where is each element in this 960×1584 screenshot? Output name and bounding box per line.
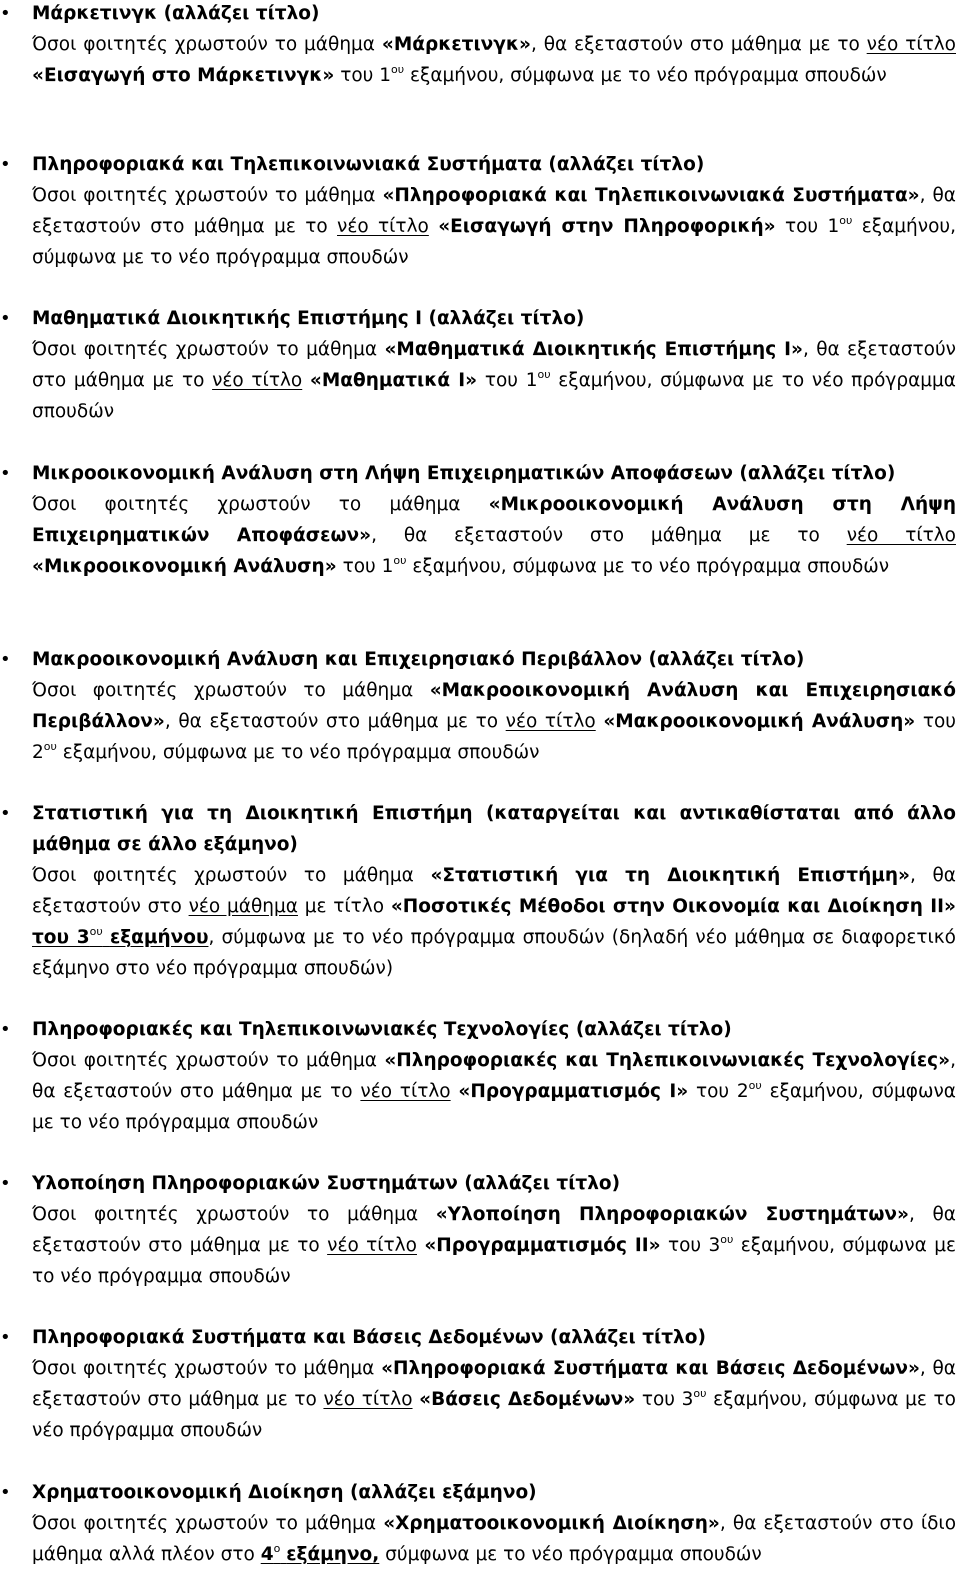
new-course-title: «Προγραμματισμός Ι»	[458, 1081, 689, 1102]
new-course-title: «Προγραμματισμός ΙΙ»	[424, 1235, 661, 1256]
new-course-title: «Βάσεις Δεδομένων»	[419, 1389, 636, 1410]
semester-number: 2	[736, 1081, 749, 1102]
item-text	[32, 0, 956, 91]
old-course-title: «Μακροοικονομική Ανάλυση και Επιχειρησιακό Περιβάλλον»	[32, 680, 957, 732]
old-course-title: «Χρηματοοικονομική Διοίκηση»	[383, 1513, 720, 1534]
new-title-label: νέο τίτλο	[505, 711, 596, 732]
bullet-icon: •	[0, 1173, 11, 1194]
lead-text: Όσοι φοιτητές χρωστούν το μάθημα	[32, 185, 376, 206]
new-course-title: «Μικροοικονομική Ανάλυση»	[32, 556, 337, 577]
item-heading: Μάρκετινγκ (αλλάζει τίτλο)	[32, 3, 320, 24]
old-course-title: «Μάρκετινγκ»	[381, 34, 531, 55]
bullet-icon: •	[0, 803, 11, 824]
item-heading: Πληροφοριακές και Τηλεπικοινωνιακές Τεχνολογίες (αλλάζει τίτλο)	[32, 1019, 732, 1040]
ordinal-suffix: ου	[89, 925, 103, 938]
semester-number: 1	[379, 65, 392, 86]
ordinal-suffix: ου	[391, 63, 405, 76]
item-text	[32, 1014, 956, 1138]
item-heading: Στατιστική για τη Διοικητική Επιστήμη (καταργείται και αντικαθίσταται από άλλο μάθημα σε άλλο εξάμηνο)	[32, 803, 956, 855]
item-heading: Μακροοικονομική Ανάλυση και Επιχειρησιακό Περιβάλλον (αλλάζει τίτλο)	[32, 649, 805, 670]
item-text	[32, 644, 956, 768]
old-course-title: «Υλοποίηση Πληροφοριακών Συστημάτων»	[435, 1204, 909, 1225]
list-item	[0, 1322, 956, 1446]
ordinal-suffix: ου	[839, 214, 853, 227]
ordinal-suffix: ο	[273, 1542, 281, 1555]
examined-text: , θα εξεταστούν στο μάθημα με το	[32, 1050, 956, 1102]
bullet-icon: •	[0, 3, 11, 24]
semester-tail: εξαμήνου, σύμφωνα με το νέο πρόγραμμα σπουδών	[32, 1389, 956, 1441]
item-heading: Πληροφοριακά και Τηλεπικοινωνιακά Συστήματα (αλλάζει τίτλο)	[32, 154, 705, 175]
new-title-label: νέο τίτλο	[323, 1389, 413, 1410]
lead-text: Όσοι φοιτητές χρωστούν το μάθημα	[32, 680, 414, 701]
new-course-title: «Μακροοικονομική Ανάλυση»	[603, 711, 916, 732]
examined-text: , θα εξεταστούν στο μάθημα με το	[32, 1358, 957, 1410]
new-title-label: νέο τίτλο	[337, 216, 429, 237]
examined-text: , θα εξεταστούν στο μάθημα με το	[530, 34, 860, 55]
semester-number: 3	[681, 1389, 694, 1410]
examined-text: , θα εξεταστούν στο	[32, 865, 956, 917]
new-course-label: νέο μάθημα	[188, 896, 298, 917]
bullet-icon: •	[0, 649, 11, 670]
ordinal-suffix: ου	[748, 1079, 762, 1092]
item-text	[32, 149, 956, 273]
new-title-label: νέο τίτλο	[846, 525, 956, 546]
semester-tail: εξαμήνου, σύμφωνα με το νέο πρόγραμμα σπουδών	[32, 370, 957, 422]
list-item	[0, 458, 956, 582]
old-course-title: «Πληροφοριακές και Τηλεπικοινωνιακές Τεχνολογίες»	[384, 1050, 951, 1071]
lead-text: Όσοι φοιτητές χρωστούν το μάθημα	[32, 494, 461, 515]
semester-reference	[32, 927, 208, 948]
new-title-label: νέο τίτλο	[212, 370, 303, 391]
semester-tail: εξαμήνου, σύμφωνα με το νέο πρόγραμμα σπουδών	[32, 1235, 956, 1287]
bullet-icon: •	[0, 1019, 11, 1040]
bullet-icon: •	[0, 1482, 11, 1503]
list-item	[0, 303, 956, 427]
ordinal-suffix: ου	[43, 740, 57, 753]
semester-tail: εξαμήνου, σύμφωνα με το νέο πρόγραμμα σπουδών	[412, 556, 890, 577]
of-text: του	[667, 1235, 702, 1256]
item-heading: Υλοποίηση Πληροφοριακών Συστημάτων (αλλάζει τίτλο)	[32, 1173, 621, 1194]
semester-word: εξάμηνο,	[286, 1544, 380, 1565]
old-course-title: «Μαθηματικά Διοικητικής Επιστήμης Ι»	[384, 339, 803, 360]
lead-text: Όσοι φοιτητές χρωστούν το μάθημα	[32, 1204, 419, 1225]
semester-prefix: του 3	[32, 927, 90, 948]
old-course-title: «Στατιστική για τη Διοικητική Επιστήμη»	[430, 865, 911, 886]
new-title-label: νέο τίτλο	[866, 34, 956, 55]
item-text	[32, 458, 956, 582]
examined-text: , θα εξεταστούν στο μάθημα με το	[371, 525, 820, 546]
lead-text: Όσοι φοιτητές χρωστούν το μάθημα	[32, 865, 414, 886]
new-title-label: νέο τίτλο	[327, 1235, 417, 1256]
with-title-text: με τίτλο	[304, 896, 385, 917]
of-text: του	[784, 216, 819, 237]
semester-tail: εξαμήνου, σύμφωνα με το νέο πρόγραμμα σπουδών	[410, 65, 887, 86]
lead-text: Όσοι φοιτητές χρωστούν το μάθημα	[32, 1358, 375, 1379]
old-course-title: «Μικροοικονομική Ανάλυση στη Λήψη Επιχειρηματικών Αποφάσεων»	[32, 494, 956, 546]
of-text: του	[641, 1389, 675, 1410]
item-heading: Μαθηματικά Διοικητικής Επιστήμης Ι (αλλάζει τίτλο)	[32, 308, 585, 329]
item-text	[32, 798, 956, 984]
semester-tail: εξαμήνου, σύμφωνα με το νέο πρόγραμμα σπουδών	[62, 742, 540, 763]
old-course-title: «Πληροφοριακά και Τηλεπικοινωνιακά Συστήματα»	[382, 185, 920, 206]
semester-word: εξαμήνου	[109, 927, 209, 948]
lead-text: Όσοι φοιτητές χρωστούν το μάθημα	[32, 1513, 377, 1534]
examined-text: , θα εξεταστούν στο μάθημα με το	[32, 339, 956, 391]
semester-number: 3	[708, 1235, 721, 1256]
same-course-text: , θα εξεταστούν στο ίδιο μάθημα αλλά πλέον στο	[32, 1513, 957, 1565]
semester-number: 1	[827, 216, 840, 237]
list-item	[0, 1168, 956, 1292]
item-heading: Μικροοικονομική Ανάλυση στη Λήψη Επιχειρηματικών Αποφάσεων (αλλάζει τίτλο)	[32, 463, 896, 484]
item-tail: σύμφωνα με το νέο πρόγραμμα σπουδών	[385, 1544, 762, 1565]
lead-text: Όσοι φοιτητές χρωστούν το μάθημα	[32, 339, 378, 360]
list-item	[0, 149, 956, 273]
new-course-title: «Ποσοτικές Μέθοδοι στην Οικονομία και Διοίκηση ΙΙ»	[390, 896, 956, 917]
item-text	[32, 1168, 956, 1292]
semester-reference	[261, 1544, 380, 1565]
of-text: του	[695, 1081, 730, 1102]
ordinal-suffix: ου	[393, 554, 407, 567]
semester-number: 4	[260, 1544, 274, 1565]
list-item	[0, 798, 956, 984]
list-item	[0, 1477, 956, 1570]
item-text	[32, 303, 956, 427]
new-course-title: «Εισαγωγή στην Πληροφορική»	[438, 216, 776, 237]
list-item	[0, 0, 956, 91]
new-course-title: «Μαθηματικά Ι»	[309, 370, 478, 391]
ordinal-suffix: ου	[693, 1387, 707, 1400]
item-heading: Χρηματοοικονομική Διοίκηση (αλλάζει εξάμηνο)	[32, 1482, 537, 1503]
item-heading: Πληροφοριακά Συστήματα και Βάσεις Δεδομένων (αλλάζει τίτλο)	[32, 1327, 706, 1348]
semester-number: 1	[381, 556, 394, 577]
of-text: του	[922, 711, 956, 732]
lead-text: Όσοι φοιτητές χρωστούν το μάθημα	[32, 34, 376, 55]
semester-number: 1	[525, 370, 538, 391]
semester-number: 2	[32, 742, 44, 763]
new-title-label: νέο τίτλο	[360, 1081, 451, 1102]
lead-text: Όσοι φοιτητές χρωστούν το μάθημα	[32, 1050, 377, 1071]
item-text	[32, 1477, 956, 1570]
ordinal-suffix: ου	[720, 1233, 734, 1246]
of-text: του	[484, 370, 518, 391]
examined-text: , θα εξεταστούν στο μάθημα με το	[32, 185, 956, 237]
examined-text: , θα εξεταστούν στο μάθημα με το	[164, 711, 499, 732]
bullet-icon: •	[0, 308, 11, 329]
examined-text: , θα εξεταστούν στο μάθημα με το	[32, 1204, 956, 1256]
item-tail: , σύμφωνα με το νέο πρόγραμμα σπουδών (δηλαδή νέο μάθημα σε διαφορετικό εξάμηνο στο νέο πρόγραμμα σπουδών)	[32, 927, 956, 979]
new-course-title: «Εισαγωγή στο Μάρκετινγκ»	[32, 65, 335, 86]
ordinal-suffix: ου	[537, 368, 551, 381]
bullet-icon: •	[0, 154, 11, 175]
of-text: του	[340, 65, 374, 86]
bullet-icon: •	[0, 463, 11, 484]
of-text: του	[342, 556, 376, 577]
item-text	[32, 1322, 956, 1446]
list-item	[0, 1014, 956, 1138]
list-item	[0, 644, 956, 768]
old-course-title: «Πληροφοριακά Συστήματα και Βάσεις Δεδομένων»	[381, 1358, 920, 1379]
semester-tail: εξαμήνου, σύμφωνα με το νέο πρόγραμμα σπουδών	[32, 216, 956, 268]
bullet-icon: •	[0, 1327, 11, 1348]
semester-tail: εξαμήνου, σύμφωνα με το νέο πρόγραμμα σπουδών	[32, 1081, 956, 1133]
